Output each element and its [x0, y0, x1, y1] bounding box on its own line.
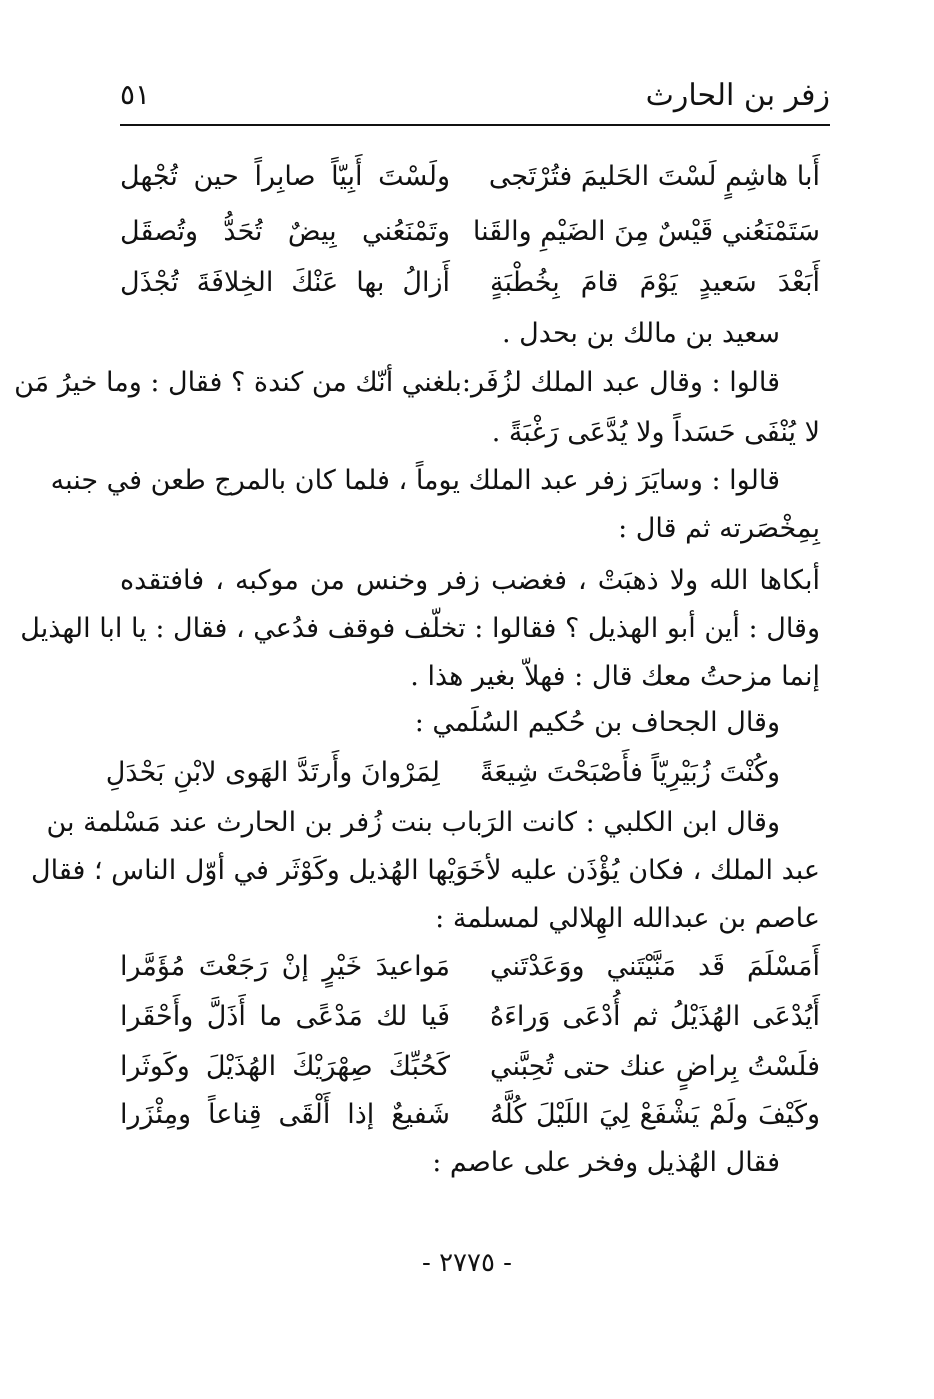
page-header	[120, 70, 830, 124]
verse-hemistich: وكُنْتَ زُبَيْرِيّاً فأَصْبَحْتَ شِيعَةً	[479, 757, 780, 788]
paragraph-line: أبكاها الله ولا ذهبَتْ ، فغضب زفر وخنس من موكبه ، فافتقده	[120, 565, 820, 596]
verse-hemistich: كَحُبِّكَ صِهْرَيْكَ الهُذَيْلَ وكَوثَرا	[120, 1051, 450, 1082]
verse-hemistich: أَزالُ بها عَنْكَ الخِلافَةَ تُجْذَل	[120, 267, 450, 298]
verse-line	[120, 207, 820, 257]
verse-hemistich: أَبَعْدَ سَعيدٍ يَوْمَ قامَ بِخُطْبَةٍ	[490, 267, 820, 298]
paragraph-line: عاصم بن عبدالله الهِلالي لمسلمة :	[435, 903, 820, 934]
verse-hemistich: شَفيعٌ إذا أَلْقَى قِناعاً ومِئْزَرا	[120, 1099, 450, 1130]
paragraph-line: إنما مزحتُ معك قال : فهلاّ بغير هذا .	[410, 661, 820, 692]
running-head: زفر بن الحارث	[645, 78, 830, 113]
page-number: ٥١	[120, 78, 151, 111]
verse-hemistich: مَواعيدَ خَيْرٍ إنْ رَجَعْتَ مُؤَمَّرا	[120, 951, 450, 982]
verse-line	[120, 258, 820, 308]
paragraph-line: وقال ابن الكلبي : كانت الرَباب بنت زُفر بن الحارث عند مَسْلمة بن	[46, 807, 780, 838]
verse-hemistich: فَيا لك مَدْعًى ما أَذَلَّ وأَحْقَرا	[120, 1001, 450, 1032]
verse-line	[120, 992, 820, 1042]
paragraph-line: عبد الملك ، فكان يُؤْذَن عليه لأخَوَيْها الهُذيل وكَوْثَر في أوّل الناس ؛ فقال	[30, 855, 820, 886]
verse-hemistich: سَتَمْنَعُني قَيْسٌ مِنَ الضَيْمِ والقَنا	[472, 216, 820, 247]
paragraph-line: وقال : أين أبو الهذيل ؟ فقالوا : تخلّف فوقف فدُعي ، فقال : يا ابا الهذيل	[20, 613, 820, 644]
verse-line	[120, 1042, 820, 1092]
verse-hemistich: لِمَرْوانَ وأَرتَدَّ الهَوى لابْنِ بَحْدَلِ	[105, 757, 440, 788]
verse-hemistich: فلَسْتُ بِراضٍ عنك حتى تُحِبَّني	[490, 1051, 820, 1082]
verse-line	[120, 942, 820, 992]
paragraph-line: لا يُنْفَى حَسَداً ولا يُدَّعَى رَغْبَةً .	[491, 417, 820, 448]
verse-hemistich: أَبا هاشِمٍ لَسْتَ الحَليمَ فتُرْتَجى	[488, 161, 820, 192]
verse-hemistich: أَمَسْلَمَ قَد مَنَّيْتَني ووَعَدْتَني	[490, 951, 820, 982]
paragraph-line: بِمِخْصَرته ثم قال :	[618, 513, 820, 544]
paragraph-line: سعيد بن مالك بن بحدل .	[501, 318, 780, 349]
paragraph-line: وقال الجحاف بن حُكيم السُلَمي :	[414, 707, 780, 738]
verse-line	[120, 152, 820, 202]
verse-hemistich: وتَمْنَعُني بِيضٌ تُحَدُّ وتُصقَل	[120, 216, 450, 247]
page-footer-code: - ٢٧٧٥ -	[422, 1248, 512, 1278]
verse-hemistich: أَيُدْعَى الهُذَيْلُ ثم أُدْعَى وَراءَهُ	[490, 1001, 820, 1032]
paragraph-line: قالوا : وسايَرَ زفر عبد الملك يوماً ، فلما كان بالمرج طعن في جنبه	[50, 465, 780, 496]
paragraph-line: قالوا : وقال عبد الملك لزُفَر:بلغني أنّك من كندة ؟ فقال : وما خيرُ مَن	[14, 367, 780, 398]
paragraph-line: فقال الهُذيل وفخر على عاصم :	[432, 1147, 780, 1178]
verse-line	[105, 748, 820, 798]
verse-hemistich: وكَيْفَ ولَمْ يَشْفَعْ لِيَ اللَيْلَ كُلَّهُ	[490, 1099, 820, 1130]
verse-hemistich: ولَسْتَ أَبِيّاً صابِراً حين تُجْهل	[120, 161, 450, 192]
verse-line	[120, 1090, 820, 1140]
header-rule	[120, 124, 830, 126]
